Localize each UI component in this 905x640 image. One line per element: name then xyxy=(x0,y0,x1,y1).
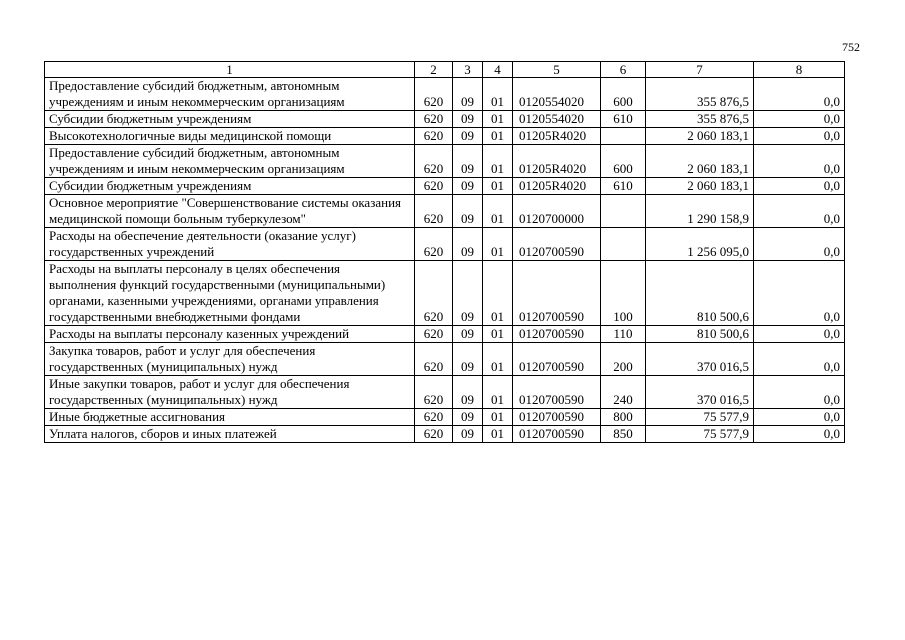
amount-2-cell: 0,0 xyxy=(754,111,845,128)
amount-cell: 355 876,5 xyxy=(646,78,754,111)
table-row xyxy=(45,409,845,426)
amount-cell: 2 060 183,1 xyxy=(646,128,754,145)
table-row xyxy=(45,145,845,178)
amount-2-cell: 0,0 xyxy=(754,178,845,195)
amount-2-cell: 0,0 xyxy=(754,195,845,228)
section-code-cell: 09 xyxy=(453,409,483,426)
item-name-cell: Предоставление субсидий бюджетным, автономным учреждениям и иным некоммерческим организациям xyxy=(45,145,415,178)
section-code-cell: 09 xyxy=(453,261,483,326)
expense-type-cell: 610 xyxy=(601,178,646,195)
target-article-cell: 0120700590 xyxy=(513,343,601,376)
table-row xyxy=(45,195,845,228)
ministry-code-cell: 620 xyxy=(415,178,453,195)
subsection-code-cell: 01 xyxy=(483,195,513,228)
table-body xyxy=(45,78,845,443)
amount-cell: 810 500,6 xyxy=(646,261,754,326)
subsection-code-cell: 01 xyxy=(483,111,513,128)
subsection-code-cell: 01 xyxy=(483,343,513,376)
section-code-cell: 09 xyxy=(453,426,483,443)
section-code-cell: 09 xyxy=(453,228,483,261)
column-header: 7 xyxy=(646,62,754,78)
amount-2-cell: 0,0 xyxy=(754,326,845,343)
subsection-code-cell: 01 xyxy=(483,128,513,145)
target-article-cell: 0120700590 xyxy=(513,426,601,443)
item-name-cell: Иные закупки товаров, работ и услуг для обеспечения государственных (муниципальных) нужд xyxy=(45,376,415,409)
amount-2-cell: 0,0 xyxy=(754,145,845,178)
amount-2-cell: 0,0 xyxy=(754,128,845,145)
target-article-cell: 0120700590 xyxy=(513,261,601,326)
amount-2-cell: 0,0 xyxy=(754,78,845,111)
ministry-code-cell: 620 xyxy=(415,343,453,376)
item-name-cell: Высокотехнологичные виды медицинской помощи xyxy=(45,128,415,145)
subsection-code-cell: 01 xyxy=(483,145,513,178)
subsection-code-cell: 01 xyxy=(483,178,513,195)
budget-table xyxy=(44,61,845,443)
section-code-cell: 09 xyxy=(453,376,483,409)
amount-cell: 370 016,5 xyxy=(646,343,754,376)
amount-cell: 1 256 095,0 xyxy=(646,228,754,261)
target-article-cell: 0120554020 xyxy=(513,78,601,111)
section-code-cell: 09 xyxy=(453,111,483,128)
item-name-cell: Уплата налогов, сборов и иных платежей xyxy=(45,426,415,443)
table-row xyxy=(45,261,845,326)
table-row xyxy=(45,128,845,145)
expense-type-cell: 200 xyxy=(601,343,646,376)
expense-type-cell: 110 xyxy=(601,326,646,343)
ministry-code-cell: 620 xyxy=(415,326,453,343)
ministry-code-cell: 620 xyxy=(415,409,453,426)
table-row xyxy=(45,343,845,376)
target-article-cell: 0120554020 xyxy=(513,111,601,128)
page-number: 752 xyxy=(842,40,860,54)
expense-type-cell xyxy=(601,195,646,228)
amount-2-cell: 0,0 xyxy=(754,409,845,426)
column-header: 5 xyxy=(513,62,601,78)
table-row xyxy=(45,111,845,128)
ministry-code-cell: 620 xyxy=(415,145,453,178)
header-row xyxy=(45,62,845,78)
amount-cell: 355 876,5 xyxy=(646,111,754,128)
amount-cell: 2 060 183,1 xyxy=(646,178,754,195)
item-name-cell: Закупка товаров, работ и услуг для обеспечения государственных (муниципальных) нужд xyxy=(45,343,415,376)
ministry-code-cell: 620 xyxy=(415,78,453,111)
section-code-cell: 09 xyxy=(453,178,483,195)
subsection-code-cell: 01 xyxy=(483,78,513,111)
column-header: 3 xyxy=(453,62,483,78)
expense-type-cell xyxy=(601,228,646,261)
ministry-code-cell: 620 xyxy=(415,228,453,261)
column-header: 6 xyxy=(601,62,646,78)
target-article-cell: 0120700590 xyxy=(513,376,601,409)
table-header xyxy=(45,62,845,78)
amount-2-cell: 0,0 xyxy=(754,228,845,261)
column-header: 8 xyxy=(754,62,845,78)
amount-cell: 370 016,5 xyxy=(646,376,754,409)
target-article-cell: 01205R4020 xyxy=(513,178,601,195)
column-header: 1 xyxy=(45,62,415,78)
column-header: 4 xyxy=(483,62,513,78)
table-row xyxy=(45,228,845,261)
section-code-cell: 09 xyxy=(453,343,483,376)
amount-2-cell: 0,0 xyxy=(754,376,845,409)
target-article-cell: 01205R4020 xyxy=(513,128,601,145)
section-code-cell: 09 xyxy=(453,145,483,178)
subsection-code-cell: 01 xyxy=(483,409,513,426)
item-name-cell: Расходы на выплаты персоналу казенных учреждений xyxy=(45,326,415,343)
expense-type-cell: 600 xyxy=(601,78,646,111)
table-row xyxy=(45,426,845,443)
expense-type-cell: 100 xyxy=(601,261,646,326)
ministry-code-cell: 620 xyxy=(415,426,453,443)
section-code-cell: 09 xyxy=(453,195,483,228)
target-article-cell: 0120700590 xyxy=(513,409,601,426)
expense-type-cell: 600 xyxy=(601,145,646,178)
ministry-code-cell: 620 xyxy=(415,261,453,326)
item-name-cell: Расходы на выплаты персоналу в целях обеспечения выполнения функций государственными (муниципальными) органами, казенными учреждениями, органами управления государственными внебюджетными фондами xyxy=(45,261,415,326)
table-row xyxy=(45,326,845,343)
amount-cell: 2 060 183,1 xyxy=(646,145,754,178)
amount-cell: 75 577,9 xyxy=(646,426,754,443)
item-name-cell: Иные бюджетные ассигнования xyxy=(45,409,415,426)
amount-cell: 810 500,6 xyxy=(646,326,754,343)
amount-2-cell: 0,0 xyxy=(754,261,845,326)
target-article-cell: 0120700590 xyxy=(513,326,601,343)
subsection-code-cell: 01 xyxy=(483,426,513,443)
amount-2-cell: 0,0 xyxy=(754,343,845,376)
subsection-code-cell: 01 xyxy=(483,326,513,343)
expense-type-cell: 800 xyxy=(601,409,646,426)
table-row xyxy=(45,178,845,195)
subsection-code-cell: 01 xyxy=(483,261,513,326)
expense-type-cell: 850 xyxy=(601,426,646,443)
section-code-cell: 09 xyxy=(453,128,483,145)
target-article-cell: 0120700590 xyxy=(513,228,601,261)
section-code-cell: 09 xyxy=(453,78,483,111)
amount-cell: 1 290 158,9 xyxy=(646,195,754,228)
subsection-code-cell: 01 xyxy=(483,228,513,261)
target-article-cell: 01205R4020 xyxy=(513,145,601,178)
item-name-cell: Расходы на обеспечение деятельности (оказание услуг) государственных учреждений xyxy=(45,228,415,261)
item-name-cell: Предоставление субсидий бюджетным, автономным учреждениям и иным некоммерческим организациям xyxy=(45,78,415,111)
item-name-cell: Субсидии бюджетным учреждениям xyxy=(45,111,415,128)
expense-type-cell: 610 xyxy=(601,111,646,128)
expense-type-cell xyxy=(601,128,646,145)
ministry-code-cell: 620 xyxy=(415,128,453,145)
expense-type-cell: 240 xyxy=(601,376,646,409)
section-code-cell: 09 xyxy=(453,326,483,343)
column-header: 2 xyxy=(415,62,453,78)
subsection-code-cell: 01 xyxy=(483,376,513,409)
amount-2-cell: 0,0 xyxy=(754,426,845,443)
amount-cell: 75 577,9 xyxy=(646,409,754,426)
ministry-code-cell: 620 xyxy=(415,195,453,228)
ministry-code-cell: 620 xyxy=(415,111,453,128)
ministry-code-cell: 620 xyxy=(415,376,453,409)
table-row xyxy=(45,78,845,111)
item-name-cell: Субсидии бюджетным учреждениям xyxy=(45,178,415,195)
item-name-cell: Основное мероприятие "Совершенствование системы оказания медицинской помощи больным туберкулезом" xyxy=(45,195,415,228)
target-article-cell: 0120700000 xyxy=(513,195,601,228)
table-row xyxy=(45,376,845,409)
